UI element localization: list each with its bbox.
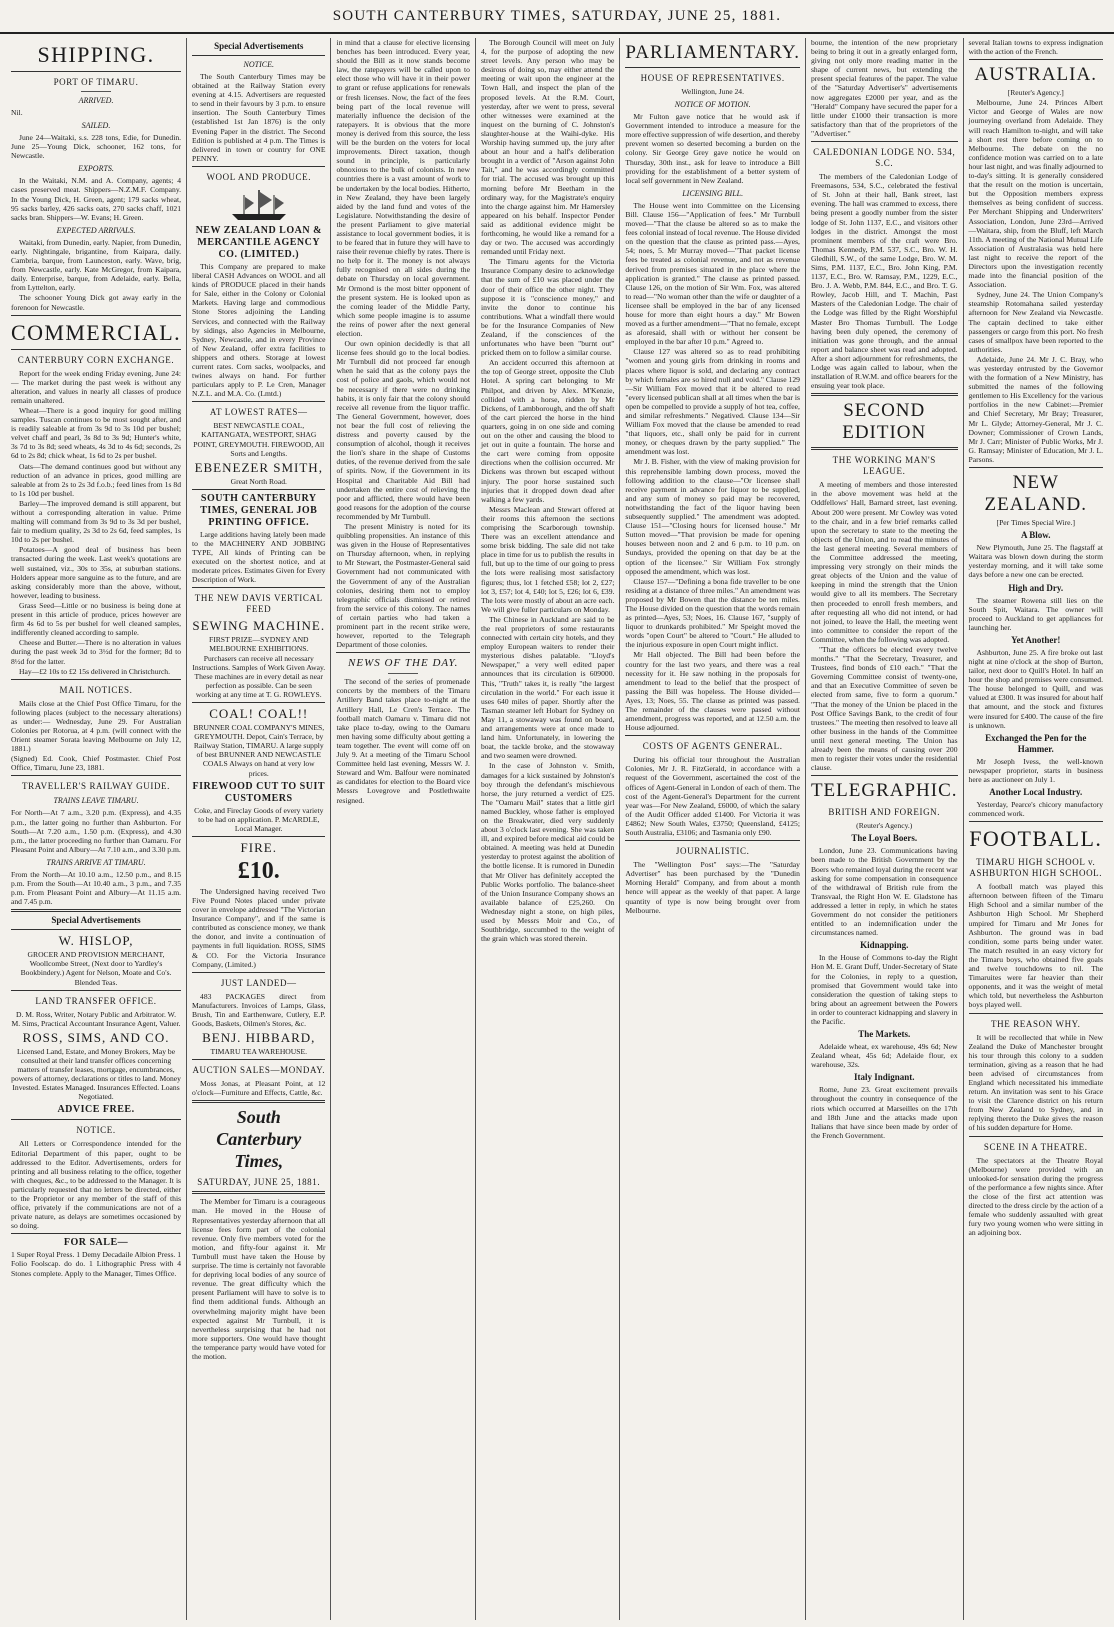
hibbard-sub: TIMARU TEA WAREHOUSE. — [210, 1047, 308, 1057]
commercial-heading: COMMERCIAL. — [11, 319, 182, 345]
sewing-machine-name: SEWING MACHINE. — [192, 618, 326, 634]
parliamentary-heading: PARLIAMENTARY. — [625, 42, 800, 63]
australia-melbourne-text: Melbourne, June 24. Princes Albert Victor and George of Wales are now journeying overland from Adelaide. They will reach Hamilton to-night, and will take a short rest there before coming on to Melbourne. The debate on the no confidence motion was carried on to a late hour last night, and was finally adjourned to to-day's sitting. It is generally considered that the result on the motion is uncertain, but the Opposition members express themselves as being confident of success. Per Merchant Shipping and Underwriters' Association, London, June 23rd—Arrived—Waitara, ship, from the Bluff, left March 11th. A meeting of the National Mutual Life Association of Australasia was held here last night to receive the report of the Directors upon the investigation recently made into the financial position of the Association. — [968, 98, 1103, 290]
news-land-sale: Messrs Maclean and Stewart offered at their rooms this afternoon the sections comprising the Scarborough township. There was an excellent attendance and some brisk bidding. The sale did not take place in time for us to publish the results in full, but up to the time of our going to press the lots were realising most satisfactory figures; thus, lot 1 fetched £58; lot 2, £27; lot 3, £57; lot 4, £40; lot 5, £26; lot 6, £39. The lots were mostly of about an acre each. We will give fuller particulars on Monday. — [480, 504, 615, 614]
news-misc: The Chinese in Auckland are said to be the real proprietors of some restaurants connected with certain city hotels, and they employ European waiters to render their mysterious dishes palatable. "Lloyd's Newspaper," a very well edited paper announces that its circulation is 609000. This, "Truth" takes it, is really "the largest circulation in the world." For each issue it uses 640 miles of paper. Shortly after the Tasman steamer left Hobart for Sydney on May 11, a stowaway was found on board, and arrangements were at once made to land him. Unfortunately, in lowering the boat, the tackle broke, and the stowaway and two seamen were drowned. — [480, 614, 615, 761]
hay-text: Hay—£2 10s to £2 15s delivered in Christchurch. — [19, 666, 171, 676]
arrived-heading: ARRIVED. — [78, 96, 114, 105]
high-dry-heading: High and Dry. — [1008, 582, 1064, 593]
exports-heading: EXPORTS. — [78, 164, 114, 174]
agents-general-text: During his official tour throughout the Australian Colonies, Mr J. R. FitzGerald, in accordance with a request of the Government, ascertained the cost of the offices of Agent-General in London of each of them. The cost of the Agent-General's Department for the current year was—For New Zealand, £6000, of which the salary of the Audit Officer added £1400. For Victoria it was £4862; New South Wales, £3750; Queensland, £4125; South Australia, £3106; and Tasmania only £90. — [625, 755, 800, 838]
australia-heading: AUSTRALIA. — [974, 64, 1097, 86]
caledonian-lodge-heading: CALEDONIAN LODGE NO. 534, S.C. — [813, 147, 956, 169]
football-sub: TIMARU HIGH SCHOOL v. ASHBURTON HIGH SCHOOL. — [969, 857, 1103, 879]
loyal-boers-heading: The Loyal Boers. — [851, 833, 918, 844]
just-landed-text: 483 PACKAGES direct from Manufacturers. Invoices of Lamps, Glass, Brush, Tin and Earthenware, Cutlery, E.P. Goods, Baskets, Oilmen's Stores, &c. — [192, 991, 326, 1028]
league-text: A meeting of members and those interested in the above movement was held at the Oddfellows' Hall, Barnard street, last evening. About 200 were present. Mr Cowley was voted to the chair, and in a few brief remarks called upon the secretary to state to the meeting the objects of the Union, and to read the minutes of the last general meeting. Several members of the Committee addressed the meeting, impressing very strongly on their minds the great objects of the Union and the value of keeping in mind the strength that the Union would give to all its members. The Secretary then proceeded to enroll fresh members, and after requesting all who did not intend, or had not joined, to leave the Hall, the meeting went into committee to consider the report of the Committee, when the following was adopted. — [810, 480, 958, 644]
for-sale-heading: FOR SALE— — [63, 1237, 129, 1249]
column-1 — [6, 38, 187, 1620]
hibbard-name: BENJ. HIBBARD, — [202, 1030, 316, 1046]
paper-date: SATURDAY, JUNE 25, 1881. — [197, 1177, 321, 1188]
expected-heading: EXPECTED ARRIVALS. — [56, 225, 136, 235]
kidnapping-heading: Kidnapping. — [860, 940, 909, 951]
column-5 — [620, 38, 806, 1620]
trains-arrive-heading: TRAINS ARRIVE AT TIMARU. — [46, 857, 146, 867]
wool-heading: WOOL AND PRODUCE. — [206, 171, 312, 182]
notice-text: All Letters or Correspondence intended for the Editorial Department of this paper, ought to be addressed to the Editor. Advertisements, orders for printing and all business relating to the office, together with cheques, &c., to be addressed to the Manager. It is particularly requested that no letters be directed, either to the Proprietor or any member of the staff of this office, privately if the communications are not of a private nature, as delays are sometimes occasioned by so doing. — [11, 1139, 182, 1231]
italy-continued: several Italian towns to express indignation with the action of the French. — [968, 38, 1103, 57]
editorial-continued-a: in mind that a clause for elective licensing benches has been introduced. Every year, should the Bill as it now stands become law, the ratepayers will be called upon to elect those who will have it in their power to grant or refuse applications for renewals or fresh licenses. Now, the fact of the fees being part of the local revenue will materially influence the decision of the ratepayers. It is obvious that the more money is derived from this source, the less will be the burden on the voters for local improvements. Direct taxation, though sound in principle, is particularly obnoxious to the bulk of colonists. In new countries there is a vast amount of work to be undertaken by the local bodies. Hitherto, in New Zealand, they have been largely aided by the land fund and votes of the Legislature. Notwithstanding the desire of the present Parliament to give material assistance to local government bodies, it is to be feared that in future they will have to raise their revenue chiefly by rates. There is no help for it. The money is not always fully recognised on all sides during the debate on Thursday on local government. Mr Ormond is the most bitter opponent of the present system. He is looked upon as the coming leader of the Middle Party, which some people imagine is to assume the reins of power after the next general election. — [336, 38, 470, 338]
reason-why-text: It will be recollected that while in New Zealand the Duke of Manchester brought his tour through this colony to a sudden termination, giving as a reason that he had been advised of circumstances from England which necessitated his immediate return. An invitation was sent to his Grace to visit the Clarence district on his return from New Zealand to Sydney, and in replying thereto the Duke gives the reason of his sudden departure for Home. — [968, 1032, 1103, 1133]
fire-amount: £10. — [237, 857, 280, 884]
australia-sydney-text: Sydney, June 24. The Union Company's steamship Rotomahana sailed yesterday afternoon for New Zealand via Newcastle. The captain declined to take either passengers or cargo from this port. No fresh cases of smallpox have been reported to the authorities. — [968, 290, 1103, 354]
trains-leave-text: For North—At 7 a.m., 3.20 p.m. (Express), and 4.35 p.m., the latter going no further than Ashburton. For South—At 7.20 a.m., 1.50 p.m. (Express), and 4.30 p.m., the latter proceeding no further than Oamaru. For Pleasant Point and Albury—At 7.10 a.m., and 3.30 p.m. — [11, 808, 182, 854]
notice-heading-2: NOTICE. — [243, 60, 274, 69]
mail-text: Mails close at the Chief Post Office Timaru, for the following places (subject to the necessary alterations) as under:— Wednesday, June 29. For Australian Colonies per Rotorua, at 4 p.m. (will connect with the Orient steamer Sorata leaving Melbourne on July 12, 1881.) — [11, 698, 182, 754]
column-2 — [187, 38, 331, 1620]
oats-text: Oats—The demand continues good but without any reduction of an advance in prices, good milling are saleable at from 2s to 2s 3d f.o.b.; feed lines from 1s 8d to 1s 10d per bushel. — [11, 461, 182, 498]
arrived-text: Nil. — [11, 108, 23, 117]
fire-heading: FIRE. — [240, 839, 277, 855]
column-6 — [806, 38, 964, 1620]
loyal-boers-text: London, June 23. Communications having been made to the British Government by the Boers who remained loyal during the recent war asking for some compensation in consequence of the withdrawal of British rule from the Transvaal, the Right Hon W. E. Gladstone has addressed a letter in reply, in which he states Government do not consider the petitioners entitled to an indemnification under the circumstances named. — [810, 846, 958, 938]
exports-text: In the Waitaki, N.M. and A. Company, agents; 4 cases preserved meat. Shippers—N.Z.M.F. Company. In the Young Dick, H. Green, agent; 179 sacks wheat, 95 sacks barley, 426 sacks oats, 270 sacks chaff, 1021 sacks bran. Shippers—W. Evans; H. Green. — [11, 176, 182, 222]
league-text-2: "That the officers be elected every twelve months." "That the Secretary, Treasurer, and Trustees, find bonds of £10 each." "That the Governing Committee consist of twenty-one, and that an Executive Committee of seven be elected from same, five to form a quorum." "That the money of the Union be placed in the Post Office Savings Bank, to the credit of four trustees." The meeting then resolved to leave all other business in the hands of the Committee until next general meeting. The Union has already been the means of causing over 200 men to register their votes under the residential clause. — [810, 644, 958, 773]
kidnapping-text: In the House of Commons to-day the Right Hon M. E. Grant Duff, Under-Secretary of State for the Colonies, in reply to a question, promised that Government would take into consideration the question of taking steps to bring about an agreement between the Powers in order to counteract kidnapping and slavery in the Pacific. — [810, 953, 958, 1026]
second-edition-heading: SECOND EDITION — [842, 400, 927, 444]
column-3 — [331, 38, 475, 1620]
auction-heading: AUCTION SALES—MONDAY. — [192, 1065, 326, 1076]
editorial-text: The Member for Timaru is a courageous man. He moved in the House of Representatives yesterday afternoon that all license fees form part of the colonial revenue. Only five members voted for the motion, and fifty-four against it. Mr Turnbull must have taken the House by surprise. The time is certainly not favorable for depriving local bodies of any source of revenue. The great difficulty which the present Parliament will have to solve is to find them additional funds. Although an overwhelming majority might have been expected against Mr Turnbull, it is nevertheless surprising that he had not more supporters. One would have thought the temperance party would have voted for the motion. — [192, 1197, 326, 1361]
yet-another-text: Ashburton, June 25. A fire broke out last night at nine o'clock at the shop of Burton, tailor, next door to Quill's Hotel. In half an hour the shop and premises were consumed. The house belonged to Quill, and was valued at £300. It was insured for about half that amount, and the stock and fixtures were insured for £400. The cause of the fire is unknown. — [968, 647, 1103, 730]
expected-text: Waitaki, from Dunedin, early. Napier, from Dunedin, early. Nightingale, brigantine, from Kaipara, daily. Cambria, barque, from Launceston, early. Wave, brig, from Newcastle, early. Kate McGregor, from Kaipara, daily. Enterprise, barque, from Adelaide, early. Bella, from Lyttelton, early. — [11, 237, 182, 293]
newspaper-columns — [6, 38, 1108, 1620]
notice-of-motion-heading: NOTICE OF MOTION. — [674, 100, 751, 110]
coal-rates-text: BEST NEWCASTLE COAL, KAITANGATA, WESTPORT, SHAG POINT, GREYMOUTH. FIREWOOD, All Sorts and Lengths. — [193, 421, 325, 458]
wheat-text: Wheat—There is a good inquiry for good milling samples. Tuscan continues to be most sought after, and is readily saleable at from 3s 9d to 3s 10d per bushel; velvet chaff and pearl, 3s 8d to 3s 9d; Hunter's white, 3s 7d to 3s 8d; seed wheats, 4s 3d to 4s 6d; seconds, 2s 6d to 2s 8d; chick wheat, 1s 6d to 2s per bushel. — [11, 405, 182, 461]
house-heading: HOUSE OF REPRESENTATIVES. — [640, 73, 785, 83]
parl-dateline: Wellington, June 24. — [681, 87, 745, 96]
football-heading: FOOTBALL. — [969, 826, 1103, 852]
notice-text-2: The South Canterbury Times may be obtained at the Railway Station every evening at 4.15. Advertisers are requested to send in their favours by 3 p.m. to ensure insertion. The South Canterbury Times (established 1st Jan 1876) is the only Evening Paper in the district. The Second Edition is published at 4 p.m. The Times is delivered in town or country for ONE PENNY. — [192, 72, 326, 163]
ebenezer-smith: EBENEZER SMITH, — [194, 459, 323, 475]
shipping-heading: SHIPPING. — [37, 42, 155, 67]
barley-text: Barley—The improved demand is still apparent, but without a corresponding alteration in value. Prime malting will command from 3s 9d to 3s 3d per bushel, fair to medium quality, 2s 3d to 2s 6d, feed samples, 1s 10d to 2s per bushel. — [11, 498, 182, 545]
land-transfer-heading: LAND TRANSFER OFFICE. — [35, 995, 157, 1006]
firewood-text: Coke, and Fireclay Goods of every variety to be had on application. P. McARDLE, Local Manager. — [194, 805, 324, 833]
hislop-name: W. HISLOP, — [58, 933, 134, 949]
italy-heading: Italy Indignant. — [853, 1072, 915, 1083]
railway-guide-heading: TRAVELLER'S RAILWAY GUIDE. — [22, 781, 170, 792]
parl-text-a: Mr Fulton gave notice that he would ask if Government intended to introduce a measure for the more effective suppression of wife desertion, and thereby prevent women so deserted becoming a burden on the colony. Sir George Grey gave notice he would on Thursday, 30th inst., ask for leave to introduce a Bill providing for the establishment of a better system of local self government in New Zealand. — [625, 112, 800, 185]
printing-office-text: Large additions having lately been made to the MACHINERY AND JOBBING TYPE, All kinds of Printing can be executed on the shortest notice, and at moderate prices. Estimates Given for Every Description of Work. — [192, 529, 326, 585]
agents-general-heading: COSTS OF AGENTS GENERAL. — [642, 741, 783, 752]
news-insurance: The Timaru agents for the Victoria Insurance Company desire to acknowledge that the sum of £10 was placed under the door of their office the other night. They suppose it is "conscience money," and invite the donor to continue his contributions. What a windfall there would be for the Insurance Companies of New Zealand, if the consciences of the unfortunates who have been "burnt out" pricked them on to follow a similar course. — [480, 257, 615, 358]
coal-rates-heading: AT LOWEST RATES— — [209, 407, 308, 418]
scene-theatre-text: The spectators at the Theatre Royal (Melbourne) were provided with an unlooked-for sensation during the progress of the performance a few nights since. After the close of the first act attention was directed to the dress circle by the action of a female who suddenly assaulted with great fury two young women who were sitting in an adjoining box. — [968, 1155, 1103, 1238]
sailed-heading: SAILED. — [81, 121, 111, 131]
pen-hammer-heading: Exchanged the Pen for the Hammer. — [985, 732, 1087, 754]
local-industry-text: Yesterday, Pearce's chicory manufactory commenced work. — [968, 800, 1103, 819]
sailed-text: June 24—Waitaki, s.s. 228 tons, Edie, for Dunedin. June 25—Young Dick, schooner, 162 tons, for Newcastle. — [11, 133, 182, 161]
journalistic-text: The "Wellington Post" says:—The "Saturday Advertiser" has been purchased by the "Dunedin Morning Herald" Company, and from about a month hence will appear as the weekly of that paper. A large quantity of type is now being brought over from Melbourne. — [625, 860, 800, 915]
printing-office-heading: SOUTH CANTERBURY TIMES, GENERAL JOB PRINTING OFFICE. — [200, 492, 318, 528]
corn-exchange-heading: CANTERBURY CORN EXCHANGE. — [17, 354, 175, 365]
potatoes-text: Potatoes—A good deal of business has been transacted during the week. Last week's quotations are well sustained, viz., 30s to 35s, at suburban stations. Holders appear more sanguine as to the future, and are asking considerably more than the above, without, however, leading to business. — [11, 545, 182, 600]
nzl-heading: NEW ZEALAND LOAN & MERCANTILE AGENCY CO. (LIMITED.) — [195, 224, 322, 260]
exchange-text: Report for the week ending Friday evening, June 24:— The market during the past week is without any alteration, and values in nearly all classes of produce remain unaltered. — [11, 368, 182, 405]
mail-signed: (Signed) Ed. Cook, Chief Postmaster. Chief Post Office, Timaru, June 23, 1881. — [11, 754, 182, 773]
pen-hammer-text: Mr Joseph Ivess, the well-known newspaper proprietor, starts in business here as auctioneer on July 1. — [968, 756, 1103, 784]
mail-notices-heading: MAIL NOTICES. — [59, 684, 133, 695]
yet-another-heading: Yet Another! — [1011, 634, 1061, 645]
reason-why-heading: THE REASON WHY. — [991, 1018, 1081, 1029]
special-ads-heading-2: Special Advertisements — [214, 41, 304, 51]
notice-heading: NOTICE. — [76, 1125, 116, 1136]
editorial-continued-c: The present Ministry is noted for its quibbling propensities. An instance of this was given in the House of Representatives on Thursday afternoon, when, in replying to Mr Stewart, the Postmaster-General said Government had not communicated with the Government of any of the Australian colonies, desiring them not to employ telegraphic officials dismissed or retired from the service of this colony. The names of certain parties who had taken a prominent part in the recent strike were, however, reported to the Telegraph Department of those colonies. — [336, 521, 470, 650]
auction-text: Moss Jonas, at Pleasant Point, at 12 o'clock—Furniture and Effects, Cattle, &c. — [192, 1079, 326, 1098]
parl-text-e: Clause 157—"Defining a bona fide traveller to be one residing at a distance of three miles." An amendment was proposed by Mr Bowen that the distance be ten miles. The House divided on the question that the words remain as printed—Ayes, 53; Noes, 16. Clause 167, "supply of liquor to drunkards prohibited." Mr Speight moved the words "open Court" be altered to "Court." He alluded to the injurious exposure in open Court might inflict. — [625, 576, 800, 650]
trains-arrive-text: From the North—At 10.10 a.m., 12.50 p.m., and 8.15 p.m. From the South—At 10.40 a.m., 3 p.m., and 7.35 p.m. From Pleasant Point and Albury—At 11.15 a.m. and 7.45 p.m. — [11, 869, 182, 907]
column-4 — [476, 38, 620, 1620]
reuters-agency-2: [Reuter's Agency.] — [1007, 88, 1064, 98]
editorial-continued-b: Our own opinion decidedly is that all license fees should go to the local bodies. Mr Turnbull did not proceed far enough when he said that as the colony pays the cost of police and gaols, which would not be necessary if there were no drinking habits, it is only fair that the colony should receive all revenue from the liquor traffic. The General Government, however, does not bear the full cost of relieving the distress and poverty caused by the consumption of alcohol, though it receives the lion's share in the shape of Customs duties, of the revenue derived from the sale of spirits. Now, if the Government in its Hospital and Charitable Aid Bill had undertaken the entire cost of relieving the poor and afflicted, there would have been good reasons for the adoption of the course recommended by Mr Turnbull. — [336, 339, 470, 521]
masthead-title: SOUTH CANTERBURY TIMES, SATURDAY, JUNE 25, 1881. — [332, 7, 782, 24]
sewing-heading: THE NEW DAVIS VERTICAL FEED — [194, 593, 323, 615]
trains-leave-heading: TRAINS LEAVE TIMARU. — [53, 796, 139, 806]
cheese-text: Cheese and Butter.—There is no alteration in values during the past week 3d to 3½d for the former; 8d to 8½d for the latter. — [11, 638, 182, 666]
fire-text: The Undersigned having received Two Five Pound Notes placed under private cover in envelope addressed "The Victorian Insurance Company", and if the same is contributed as conscience money, we thank the donor, and invite a continuation of payments in full liquidation. ROSS, SIMS & CO. For the Victoria Insurance Company, (Limited.) — [192, 886, 326, 969]
licensing-bill-heading: LICENSING BILL. — [682, 188, 744, 198]
special-ads-heading: Special Advertisements — [51, 915, 141, 926]
advice-free: ADVICE FREE. — [57, 1104, 135, 1116]
australia-adelaide-text: Adelaide, June 24. Mr J. C. Bray, who was yesterday entrusted by the Governor with the formation of a New Ministry, has submitted the names of the following gentlemen to His Excellency for the various portfolios in the new Cabinet:—Premier and Chief Secretary, Mr Bray; Treasurer, Mr L. Glyde; Attorney-General, Mr J. C. Downer; Commissioner of Crown Lands, Mr J. Carr; Minister of Public Works, Mr J. G. Ramsay; Minister of Education, Mr J. L. Parsons. — [968, 354, 1103, 464]
a-blow-text: New Plymouth, June 25. The flagstaff at Waitara was blown down during the storm yesterday morning, and it will take some days before a new one can be erected. — [968, 543, 1103, 580]
working-mans-league-heading: THE WORKING MAN'S LEAGUE. — [832, 455, 936, 477]
scene-theatre-heading: SCENE IN A THEATRE. — [983, 1141, 1088, 1152]
sewing-text: FIRST PRIZE—SYDNEY AND MELBOURNE EXHIBITIONS. Purchasers can receive all necessary Instructions. Samples of Work Given Away. These machines are in every detail as near perfection as possible. Can be seen working at any time at T. G. ROWLEYS. — [192, 635, 326, 699]
ross-sims-name: ROSS, SIMS, AND CO. — [22, 1029, 170, 1045]
sailing-ship-icon — [224, 186, 294, 222]
news-borough-council: The Borough Council will meet on July 4, for the purpose of adopting the new street levels. Any person who may be desirous of doing so, may either attend the meeting or wait upon the engineer at the Town Hall, and inspect the plan of the proposed levels. At the R.M. Court, yesterday, after we went to press, several other witnesses were examined at the inquest on the burning of C. Johnston's slaughter-house at the Waihi-dyke. His Worship having summed up, the jury after about an hour and a half's deliberation brought in a verdict of "Arson against John Tait," and he was accordingly committed for trial. The accused was brought up this morning before Mr Beetham in the ordinary way, for the Magistrate's enquiry into the charge against him. Mr Hamersley appeared on his behalf. Inspector Pender said as additional evidence might be forthcoming, he would like a remand for a day or two. The accused was accordingly remanded until Friday next. — [480, 38, 615, 257]
markets-text: Adelaide wheat, ex warehouse, 49s 6d; New Zealand wheat, 45s 6d; Adelaide flour, ex warehouse, 32s. — [810, 1042, 958, 1070]
land-transfer-text: D. M. Ross, Writer, Notary Public and Arbitrator. W. M. Sims, Practical Accountant Insurance Agent, Valuer. — [11, 1009, 181, 1028]
nzl-text: This Company are prepared to make liberal CASH Advances on WOOL and all kinds of PRODUCE placed in their hands for Sale, either in the Colony or Colonial Markets. Having large and commodious Stone Stores adjoining the Landing Services, and connected with the Railway by sidings, also Agencies in Melbourne, Sydney, Newcastle, and in every Province of New Zealand, offer extra facilities to shippers and others. Storage at lowest current rates. Corn sacks, woolpacks, and twines always on hand. For further particulars apply to P. Le Cren, Manager N.Z.L. and M.A. Co. (Lmtd.) — [192, 261, 326, 399]
parl-text-d: Mr J. B. Fisher, with the view of making provision for this reprehensible lambing down process, moved the following addition to the clause—"Or licensee shall receive payment in advance for liquor to be supplied, and any sum of money so paid may be recovered, notwithstanding the fact of the liquor having been subsequently supplied." The amendment was adopted. Clause 151—"Closing hours for licensed house." Mr Sutton moved—"That provision be made for opening houses between noon and 2 and 6 p.m. to 10 p.m. on Sundays, provided the opening on that day be at the option of the licensee." Sir William Fox strongly opposed the amendment, which was lost. — [625, 457, 800, 576]
reuters-agency: (Reuter's Agency.) — [856, 821, 913, 831]
parl-text-c: Clause 127 was altered so as to read prohibiting "women and young girls from drinking in rooms and places where liquor is sold, and declaring any contract by which females are so hired null and void." Clause 129—Sir William Fox moved that it be altered to read "every licensed publican shall at all times when the bar is open be compelled to provide a supply of hot tea, coffee, and similar refreshments." Negatived. Clause 134—Sir William Fox moved that the clause be amended to read "that liquors, etc., shall only be paid for in current money, or cheques drawn by the party supplied." The amendment was lost. — [625, 347, 800, 457]
news-accident: An accident occurred this afternoon at the top of George street, opposite the Club Hotel. A spring cart belonging to Mr Philpot, and driven by Alex. M'Kenzie, collided with a horse, ridden by Mr Dickens, of Lambborough, and the off shaft of the cart pierced the horse in the hind quarters, going in on one side and coming out on the other and causing the blood to jet out in quite a fountain. The horse and the cart were coming from opposite directions when the collision occurred. Mr Dickens was thrown but escaped without injury. The poor horse sustained such injuries that it dropped down dead after walking a few yards. — [480, 358, 615, 504]
masthead — [0, 0, 1114, 34]
news-of-the-day-heading: NEWS OF THE DAY. — [348, 657, 459, 670]
just-landed-heading: JUST LANDED— — [220, 977, 297, 988]
ebenezer-address: Great North Road. — [230, 476, 287, 486]
ross-sims-text: Licensed Land, Estate, and Money Brokers, May be consulted at their land transfer offices concerning matters of transfer leases, mortgage, encumbrances, powers of attorney, declarations or titles to land. Money Invested. Estates Managed. Insurances Effected. Loans Negotiated. — [11, 1046, 181, 1102]
parl-text-f: Mr Hall objected. The Bill had been before the country for the last two years, and there was a real necessity for it. He saw nothing in the proposals for amendment to lead to the belief that the prospect of passing the Bill was hopeless. The House divided—Ayes, 13; Noes, 55. The clause as printed was passed. The remainder of the clauses were passed without amendment, progress was reported, and at 12.50 a.m. the House adjourned. — [625, 650, 800, 733]
journalistic-heading: JOURNALISTIC. — [675, 846, 750, 857]
paper-title: South Canterbury Times, — [216, 1107, 302, 1172]
special-wire: [Per Times Special Wire.] — [996, 518, 1075, 528]
hislop-text: GROCER AND PROVISION MERCHANT, Woollcombe Street, (Next door to Yardley's Bookbindery.) Agent for Nelson, Moate and Co's. Blended Teas. — [20, 950, 172, 987]
news-misc-2: In the case of Johnston v. Smith, damages for a kick sustained by Johnston's boy through the defendant's mischievous horse, the jury returned a verdict of £25. The "Oamaru Mail" states that a little girl named Buckley, whose father is employed on the Breakwater, died very suddenly about 3 o'clock last evening. She was taken ill, and expired before medical aid could be obtained. A meeting was held at Dunedin yesterday to protest against the abolition of the bottle license. It is rumored in Dunedin that Mr Oliver has definitely accepted the Public Works portfolio. The balance-sheet of the Union Insurance Company shows an available balance of £25,260. On Wednesday night a stone, on high piles, used by Messrs Moir and Co., of Southbridge, succumbed to the weight of the grain which was stored therein. — [480, 761, 615, 944]
parl-text-b: The House went into Committee on the Licensing Bill. Clause 156—"Application of fees." Mr Turnbull moved—"That the clause be altered so as to make the fees colonial instead of local revenue. The House divided on the question that the clause as printed pass.—Ayes, 54; noes, 5. Mr Murray moved—"That packet license fees be treated as colonial revenue, and not as revenue derived from premises situated in the place where the application is granted." The clause as printed passed. Clause 126, on the motion of Sir Wm. Fox, was altered to read—"No woman other than the wife or daughter of a licensee shall be employed in the bar of any licensed house for more than eight hours a day." Mr Bowen moved as a further amendment—"That no female, except as aforesaid, shall with or without her consent be employed in the bar after 10 p.m." Agreed to. — [625, 200, 800, 347]
a-blow-heading: A Blow. — [1021, 530, 1051, 541]
journalistic-continued: bourne, the intention of the new proprietary being to bring it out in a greatly enlarged form, giving not only more reading matter in the shape of current news, but extending the present special features of the paper. The value of the "Saturday Advertiser's" advertisements now aggregates £2000 per year, and as the "Herald" Company have secured the paper for a little under £1000 their transaction is more satisfactory than that of the proprietors of the "Advertiser." — [810, 38, 958, 138]
brunner-text: BRUNNER COAL COMPANY'S MINES, GREYMOUTH. Depot, Cain's Terrace, by Railway Station, TIMARU. A large supply of best BRUNNER AND NEWCASTLE COALS Always on hand at very low prices. — [193, 723, 325, 778]
local-industry-heading: Another Local Industry. — [989, 787, 1083, 797]
column-7 — [964, 38, 1108, 1620]
telegraphic-heading: TELEGRAPHIC. — [810, 780, 958, 802]
caledonian-lodge-text: The members of the Caledonian Lodge of Freemasons, 534, S.C., celebrated the festival of St. John at their hall, Bank street, last evening. The hall was crammed to excess, there being present a goodly number from the sister lodge of St. John 1137, E.C., and visitors other lodges in the district. Amongst the most prominent members of the craft were Bro. Thomas Kennedy, P.M. 537, S.C., Bro. W. H. Gledhill, S.W., of the same Lodge, Bro. W. M. Sims, P.M. 1137, E.C., Bro. John King, P.M. 1137, E.C., Bro. W. Ramsay, P.M., 1229, E.C., Bro. J. A. Webb, P.M. 844, E.C., and Bro. T. G. Rowley, Jacob Hill, and T. Machin, Past Masters of the Caledonian Lodge. The chair of the Lodge was filled by the Right Worshipful Master Bro Thomas Turnbull. The Lodge having been duly opened, the ceremony of initiation was gone through, and the annual report and balance sheet was read and adopted. After a short adjournment for refreshments, the Lodge was again called to labour, when the installation of R.W.M. and office bearers for the ensuing year took place. — [810, 172, 958, 391]
grass-seed-text: Grass Seed—Little or no business is being done at present in this article of produce, prices however are firm 4s 6d to 5s per bushel for well cleaned samples, indifferently cleaned according to sample. — [11, 600, 182, 638]
for-sale-text: 1 Super Royal Press. 1 Demy Decadaile Albion Press. 1 Folio Foolscap. do do. 1 Lithographic Press with 4 Stones complete. Apply to the Manager, Times Office. — [11, 1250, 182, 1278]
schooner-text: The schooner Young Dick got away early in the forenoon for Newcastle. — [11, 293, 182, 312]
firewood-cut: FIREWOOD CUT TO SUIT CUSTOMERS — [192, 780, 326, 804]
new-zealand-heading: NEW ZEALAND. — [984, 472, 1087, 516]
coal-coal-heading: COAL! COAL!! — [209, 706, 309, 722]
news-of-the-day-text: The second of the series of promenade concerts by the members of the Timaru Artillery Band takes place to-night at the Artillery Hall, Le Cren's Terrace. The football match Oamaru v. Timaru did not take place to-day, owing to the Oamaru men having some difficulty about getting a team together. The event will come off on July 9. At a meeting of the Timaru School Committee held last evening, Messrs W. J. Steward and Wm. Balfour were nominated as candidates for election to the Board vice Messrs Lovegrove and Postlethwaite resigned. — [336, 677, 470, 805]
football-text: A football match was played this afternoon between fifteen of the Timaru High School and a similar number of the Ashburton High School. Mr Shepherd umpired for Timaru and Mr Jones for Ashburton. The ground was in bad condition, some parts being under water. The match resulted in an easy victory for the Timaru boys, who obtained five goals and twelve touchdowns to nil. The Timaruites were far heavier than their opponents, and it was the weight of metal which told, but nevertheless the Ashburton boys played well. — [968, 882, 1103, 1010]
high-dry-text: The steamer Rowena still lies on the South Spit, Waitara. The owner will proceed to Auckland to get appliances for launching her. — [968, 595, 1103, 632]
port-heading: PORT OF TIMARU. — [53, 77, 139, 87]
markets-heading: The Markets. — [858, 1029, 911, 1040]
italy-text: Rome, June 23. Great excitement prevails throughout the country in consequence of the riots which occurred at Marseilles on the 17th and 18th June and the attacks made upon Italians that have since been made by order of the French Government. — [810, 1085, 958, 1140]
british-foreign-heading: BRITISH AND FOREIGN. — [828, 807, 941, 818]
